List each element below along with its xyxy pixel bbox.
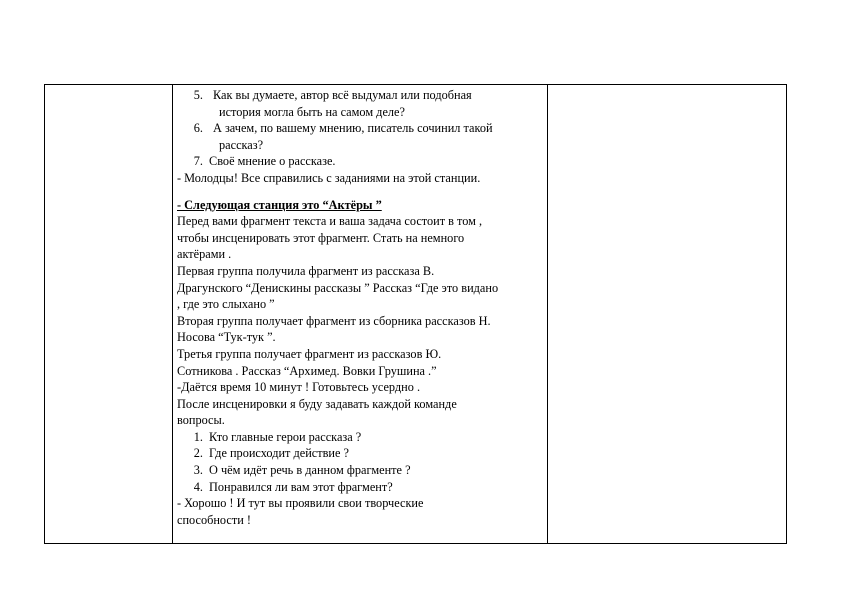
paragraph-line: После инсценировки я буду задавать каждой команде [177,396,457,411]
paragraph-line: актёрами . [177,247,232,262]
station-paragraph [177,213,543,429]
list-item-number: 1. [193,429,203,444]
list-item-number: 2. [193,446,203,461]
list-item-number: 4. [193,479,203,494]
list-item [177,429,543,446]
teacher-activity-text [173,85,547,528]
list-item-text: Своё мнение о рассказе. [209,154,336,169]
spacer [177,187,543,197]
list-item [177,462,543,479]
praise-line: - Молодцы! Все справились с заданиями на этой станции. [177,170,481,185]
paragraph-line: вопросы. [177,413,225,428]
stage-column-cell [45,85,173,544]
list-item [177,445,543,462]
list-item [177,87,543,104]
station-heading: - Следующая станция это “Актёры ” [177,197,382,212]
paragraph-line: Перед вами фрагмент текста и ваша задача состоит в том , [177,214,483,229]
paragraph-line: чтобы инсценировать этот фрагмент. Стать на немного [177,230,465,245]
student-activity-cell [548,85,787,544]
list-item [177,153,543,170]
list-item-number: 7. [193,154,203,169]
teacher-activity-cell [173,85,548,544]
list-item-number: 5. [193,88,203,102]
paragraph-line: , где это слыхано ” [177,297,275,312]
list-item-text: А зачем, по вашему мнению, писатель сочинил такой [213,121,493,136]
list-item [177,479,543,496]
paragraph-line: Сотникова . Рассказ “Архимед. Вовки Грушина .” [177,363,437,378]
list-item-text: Понравился ли вам этот фрагмент? [209,479,393,494]
list-item-continuation: история могла быть на самом деле? [219,104,405,119]
table-row [45,85,787,544]
list-item [177,120,543,137]
closing-line: - Хорошо ! И тут вы проявили свои творческие [177,496,424,511]
list-item-number: 3. [193,463,203,478]
paragraph-line: Вторая группа получает фрагмент из сборника рассказов Н. [177,313,491,328]
paragraph-line: Третья группа получает фрагмент из рассказов Ю. [177,346,442,361]
paragraph-line: Носова “Тук-тук ”. [177,330,276,345]
list-item-text: Кто главные герои рассказа ? [209,429,362,444]
questions-bottom-list [177,429,543,495]
questions-top-list [177,87,543,170]
paragraph-line: Первая группа получила фрагмент из рассказа В. [177,263,435,278]
list-item-number: 6. [193,121,203,136]
list-item-text: О чём идёт речь в данном фрагменте ? [209,463,411,478]
paragraph-line: -Даётся время 10 минут ! Готовьтесь усердно . [177,380,421,395]
closing-line: способности ! [177,512,251,527]
lesson-table [44,84,787,544]
list-item-text: Где происходит действие ? [209,446,349,461]
list-item-continuation: рассказ? [219,137,264,152]
paragraph-line: Драгунского “Денискины рассказы ” Рассказ “Где это видано [177,280,499,295]
list-item-text: Как вы думаете, автор всё выдумал или подобная [213,88,472,102]
